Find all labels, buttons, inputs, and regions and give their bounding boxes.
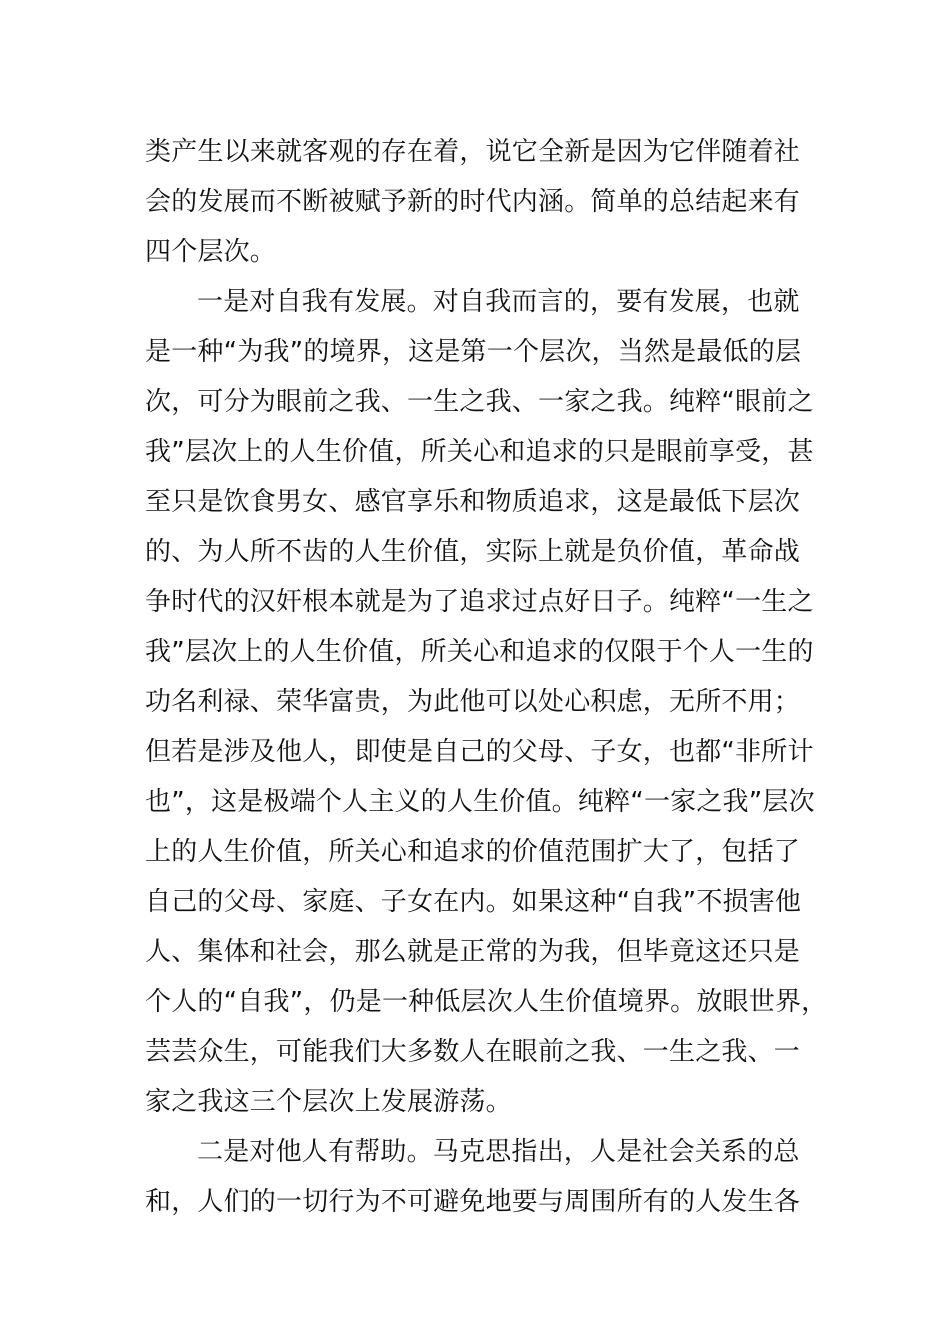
text-line: 的、为人所不齿的人生价值，实际上就是负价值，革命战 xyxy=(145,537,801,567)
paragraph-start-line: 二是对他人有帮助。马克思指出，人是社会关系的总 xyxy=(197,1137,800,1167)
text-line: 芸芸众生，可能我们大多数人在眼前之我、一生之我、一 xyxy=(145,1037,801,1067)
text-line: 上的人生价值，所关心和追求的价值范围扩大了，包括了 xyxy=(145,837,801,867)
text-line: 是一种“为我”的境界，这是第一个层次，当然是最低的层 xyxy=(145,337,802,367)
text-line: 至只是饮食男女、感官享乐和物质追求，这是最低下层次 xyxy=(145,487,801,517)
text-line: 自己的父母、家庭、子女在内。如果这种“自我”不损害他 xyxy=(145,887,802,917)
text-line: 人、集体和社会，那么就是正常的为我，但毕竟这还只是 xyxy=(145,937,801,967)
text-line: 争时代的汉奸根本就是为了追求过点好日子。纯粹“一生之 xyxy=(145,587,814,617)
text-line: 也”，这是极端个人主义的人生价值。纯粹“一家之我”层次 xyxy=(145,787,815,817)
text-line: 类产生以来就客观的存在着，说它全新是因为它伴随着社 xyxy=(145,137,801,167)
text-line: 功名利禄、荣华富贵，为此他可以处心积虑，无所不用； xyxy=(145,687,801,717)
text-line: 会的发展而不断被赋予新的时代内涵。简单的总结起来有 xyxy=(145,187,801,217)
paragraph-start-line: 一是对自我有发展。对自我而言的，要有发展，也就 xyxy=(197,287,800,317)
text-line: 四个层次。 xyxy=(145,237,277,267)
text-line: 次，可分为眼前之我、一生之我、一家之我。纯粹“眼前之 xyxy=(145,387,814,417)
text-line: 但若是涉及他人，即使是自己的父母、子女，也都“非所计 xyxy=(145,737,814,767)
text-line: 我”层次上的人生价值，所关心和追求的仅限于个人一生的 xyxy=(145,637,814,667)
text-line: 个人的“自我”，仍是一种低层次人生价值境界。放眼世界， xyxy=(145,987,828,1017)
text-line: 和，人们的一切行为不可避免地要与周围所有的人发生各 xyxy=(145,1187,801,1217)
text-line: 我”层次上的人生价值，所关心和追求的只是眼前享受，甚 xyxy=(145,437,814,467)
text-line: 家之我这三个层次上发展游荡。 xyxy=(145,1087,512,1117)
